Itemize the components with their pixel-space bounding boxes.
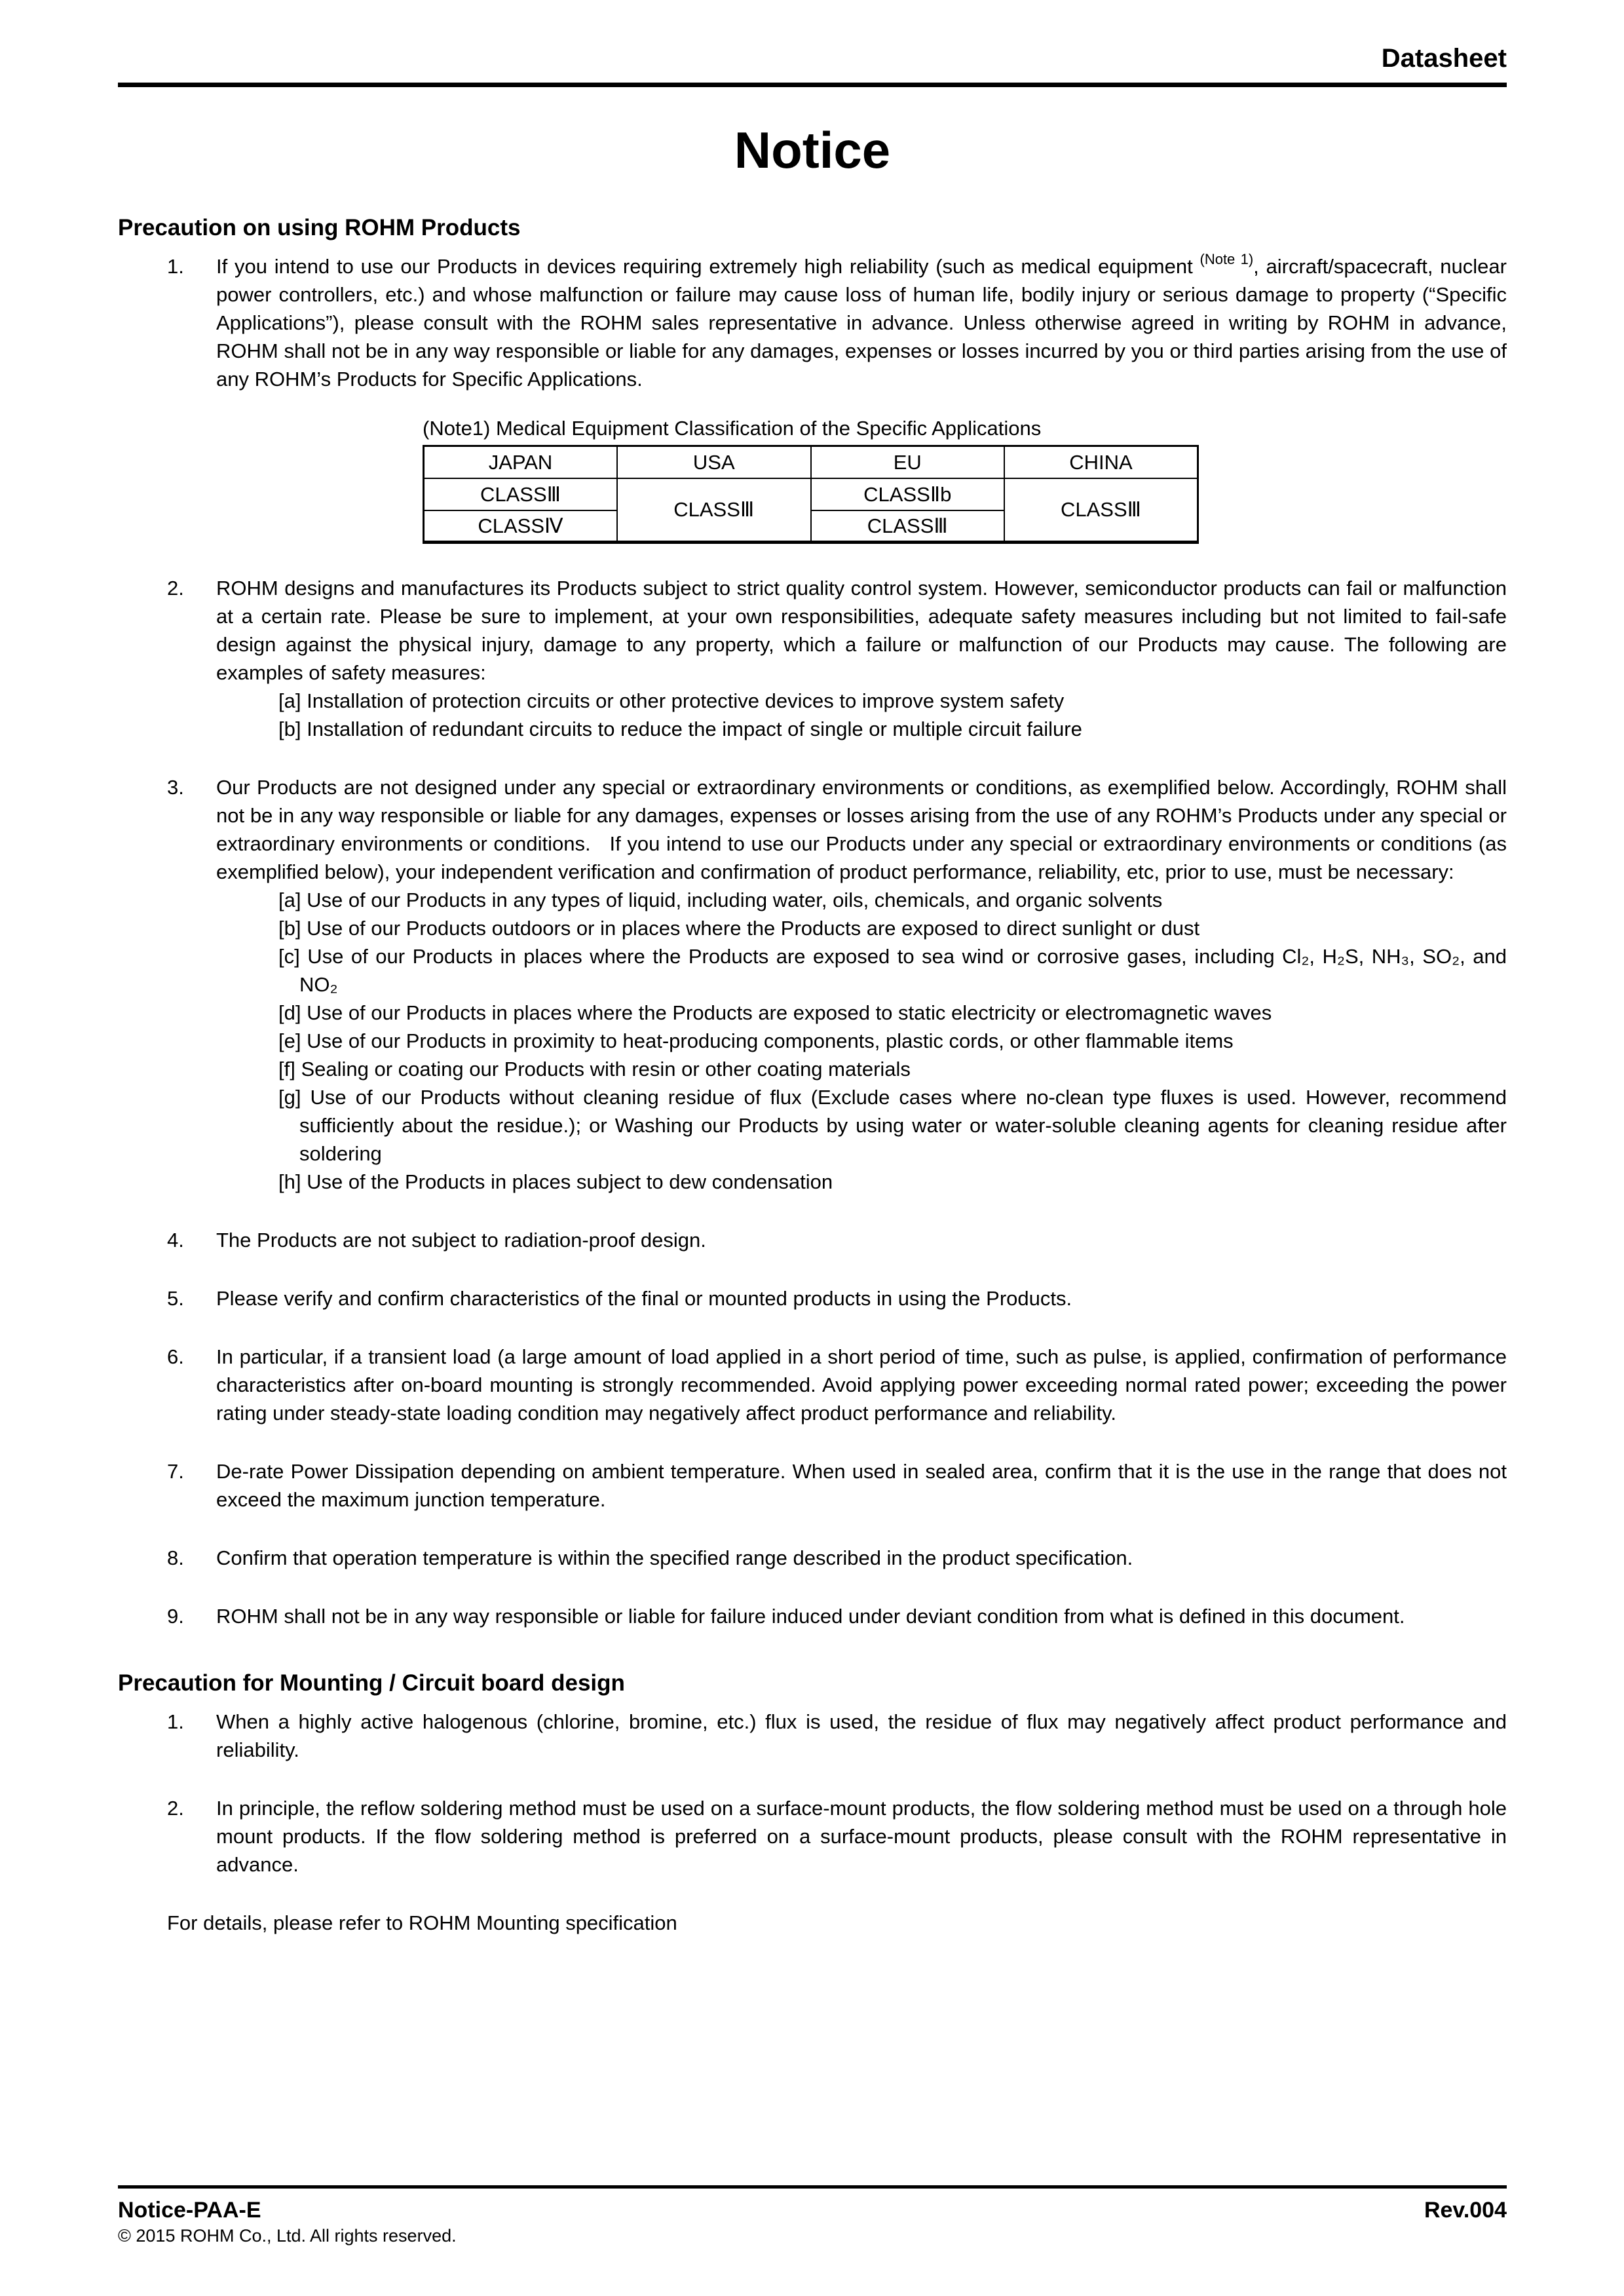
subitem-a: [a] Installation of protection circuits or other protective devices to improve system safety — [278, 689, 1065, 712]
subitem-b: [b] Use of our Products outdoors or in places where the Products are exposed to direct sunlight or dust — [278, 917, 1200, 940]
cell-eu-class3: CLASSⅢ — [811, 510, 1005, 543]
copyright-notice: © 2015 ROHM Co., Ltd. All rights reserved. — [118, 2226, 457, 2246]
item-paragraph: Our Products are not designed under any special or extraordinary environments or conditions, as exemplified below. Accordingly, ROHM shall not be in any way responsible or liable for any damages, expenses or losses arising from the use of any ROHM’s Products under any special or extraordinary environments or conditions. If you intend to use our Products under any special or extraordinary environments or conditions (as exemplified below), your independent verification and confirmation of product performance, reliability, etc, prior to use, must be necessary: — [216, 776, 1507, 883]
medical-classification-table — [423, 445, 1199, 544]
item-number: 3. — [167, 776, 184, 799]
item-text-segment: If you intend to use our Products in devices requiring extremely high reliability (such as medical equipment — [216, 255, 1200, 278]
col-header-japan: JAPAN — [424, 446, 618, 478]
list-item — [118, 1794, 1507, 1879]
list-item — [118, 574, 1507, 743]
subitem-h: [h] Use of the Products in places subject to dew condensation — [278, 1170, 833, 1193]
page-footer — [118, 2185, 1507, 2248]
page-title: Notice — [734, 121, 891, 179]
col-header-eu: EU — [811, 446, 1005, 478]
table-caption: (Note1) Medical Equipment Classification of the Specific Applications — [423, 417, 1042, 440]
closing-note: For details, please refer to ROHM Mounting specification — [167, 1911, 677, 1934]
item-text-segment: , aircraft/spacecraft, nuclear power controllers, etc.) and whose malfunction or failure may cause loss of human life, bodily injury or serious damage to property (“Specific Applications”), please consult with the ROHM sales representative in advance. Unless otherwise agreed in writing by ROHM in advance, ROHM shall not be in any way responsible or liable for any damages, expenses or losses incurred by you or third parties arising from the use of any ROHM’s Products for Specific Applications. — [216, 255, 1507, 391]
revision-label: Rev.004 — [1424, 2198, 1507, 2223]
note1-table-block — [423, 414, 1199, 544]
list-item — [118, 1457, 1507, 1514]
list-item — [118, 1708, 1507, 1764]
subitem-list — [278, 886, 1507, 1196]
subitem-d: [d] Use of our Products in places where the Products are exposed to static electricity or electromagnetic waves — [278, 1001, 1272, 1024]
doc-type-label: Datasheet — [1381, 44, 1507, 73]
list-item — [118, 252, 1507, 393]
footer-left — [118, 2196, 457, 2248]
item-paragraph: ROHM designs and manufactures its Products subject to strict quality control system. However, semiconductor products can fail or malfunction at a certain rate. Please be sure to implement, at your own responsibilities, adequate safety measures including but not limited to fail-safe design against the physical injury, damage to any property, which a failure or malfunction of our Products may cause. The following are examples of safety measures: — [216, 577, 1507, 684]
footer-rule — [118, 2185, 1507, 2189]
cell-japan-class4: CLASSⅣ — [424, 510, 618, 543]
item-number: 8. — [167, 1546, 184, 1569]
footer-row — [118, 2196, 1507, 2248]
item-number: 1. — [167, 1710, 184, 1733]
list-item — [118, 1284, 1507, 1312]
cell-china-class3: CLASSⅢ — [1004, 478, 1198, 543]
item-text: Please verify and confirm characteristics of the final or mounted products in using the Products. — [216, 1287, 1072, 1310]
item-number: 6. — [167, 1345, 184, 1368]
list-item — [118, 1226, 1507, 1254]
item-text: ROHM shall not be in any way responsible or liable for failure induced under deviant condition from what is defined in this document. — [216, 1605, 1405, 1628]
list-item — [118, 1343, 1507, 1427]
item-text: In particular, if a transient load (a large amount of load applied in a short period of time, such as pulse, is applied, confirmation of performance characteristics after on-board mounting is strongly recommended. Avoid applying power exceeding normal rated power; exceeding the power rating under steady-state loading condition may negatively affect product performance and reliability. — [216, 1345, 1507, 1425]
section-heading-mounting: Precaution for Mounting / Circuit board design — [118, 1670, 625, 1696]
item-number: 7. — [167, 1460, 184, 1483]
header-rule — [118, 83, 1507, 87]
item-text — [216, 574, 1507, 743]
item-text: The Products are not subject to radiation-proof design. — [216, 1229, 706, 1252]
note-reference: (Note 1) — [1199, 251, 1254, 267]
subitem-b: [b] Installation of redundant circuits to reduce the impact of single or multiple circuit failure — [278, 718, 1082, 740]
item-number: 1. — [167, 255, 184, 278]
table-row — [424, 478, 1198, 510]
document-code: Notice-PAA-E — [118, 2198, 261, 2223]
table-header-row — [424, 446, 1198, 478]
item-number: 9. — [167, 1605, 184, 1628]
cell-japan-class3: CLASSⅢ — [424, 478, 618, 510]
item-text — [216, 252, 1507, 393]
list-item — [118, 773, 1507, 1196]
item-number: 4. — [167, 1229, 184, 1252]
item-number: 2. — [167, 577, 184, 600]
item-text: In principle, the reflow soldering method must be used on a surface-mount products, the flow soldering method must be used on a through hole mount products. If the flow soldering method is preferred on a surface-mount products, please consult with the ROHM representative in advance. — [216, 1797, 1507, 1876]
header — [118, 43, 1507, 73]
subitem-f: [f] Sealing or coating our Products with resin or other coating materials — [278, 1058, 911, 1081]
item-text: When a highly active halogenous (chlorine, bromine, etc.) flux is used, the residue of flux may negatively affect product performance and reliability. — [216, 1710, 1507, 1761]
col-header-usa: USA — [617, 446, 811, 478]
item-number: 2. — [167, 1797, 184, 1820]
item-text — [216, 773, 1507, 1196]
item-text: Confirm that operation temperature is within the specified range described in the product specification. — [216, 1546, 1133, 1569]
cell-eu-class2b: CLASSⅡb — [811, 478, 1005, 510]
subitem-c: [c] Use of our Products in places where the Products are exposed to sea wind or corrosive gases, including Cl₂, H₂S, NH₃, SO₂, and NO₂ — [278, 945, 1507, 996]
subitem-list — [278, 687, 1507, 743]
subitem-g: [g] Use of our Products without cleaning residue of flux (Exclude cases where no-clean type fluxes is used. However, recommend sufficiently about the residue.); or Washing our Products by using water or water-soluble cleaning agents for cleaning residue after soldering — [278, 1086, 1507, 1165]
subitem-a: [a] Use of our Products in any types of liquid, including water, oils, chemicals, and organic solvents — [278, 889, 1163, 911]
list-item — [118, 1602, 1507, 1630]
col-header-china: CHINA — [1004, 446, 1198, 478]
item-text: De-rate Power Dissipation depending on ambient temperature. When used in sealed area, confirm that it is the use in the range that does not exceed the maximum junction temperature. — [216, 1460, 1507, 1511]
section-heading-using-products: Precaution on using ROHM Products — [118, 215, 521, 240]
list-item — [118, 1544, 1507, 1572]
cell-usa-class3: CLASSⅢ — [617, 478, 811, 543]
item-number: 5. — [167, 1287, 184, 1310]
subitem-e: [e] Use of our Products in proximity to heat-producing components, plastic cords, or other flammable items — [278, 1029, 1234, 1052]
